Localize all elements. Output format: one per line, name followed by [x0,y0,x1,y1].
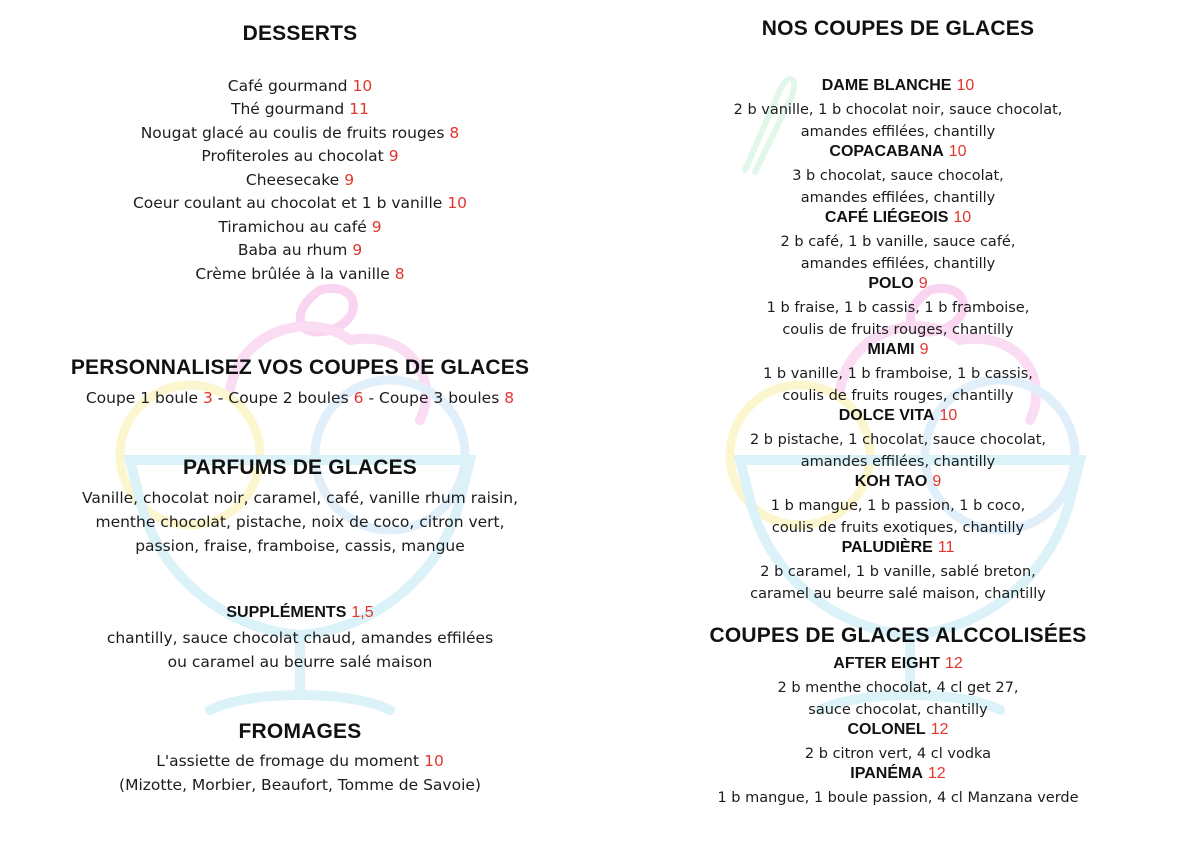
coupes-heading: NOS COUPES DE GLACES [761,17,1035,40]
coupe-title: KOH TAO 9 [854,473,942,490]
coupe-alcool-title: COLONEL 12 [847,721,949,738]
coupe-title: DAME BLANCHE 10 [821,77,975,94]
supplements-heading: SUPPLÉMENTS 1,5 [226,604,374,621]
desserts-heading: DESSERTS [242,22,358,45]
coupe-title: DOLCE VITA 10 [838,407,958,424]
coupe-title: PALUDIÈRE 11 [841,539,955,556]
fromage-detail: (Mizotte, Morbier, Beaufort, Tomme de Savoie) [119,776,481,794]
fromages-heading: FROMAGES [238,720,362,743]
dessert-item: Profiteroles au chocolat 9 [201,147,399,165]
dessert-item: Coeur coulant au chocolat et 1 b vanille 10 [132,194,468,212]
dessert-item: Café gourmand 10 [227,77,373,95]
coupe-title: MIAMI 9 [867,341,929,358]
fromage-item: L'assiette de fromage du moment 10 [156,752,444,770]
dessert-item: Baba au rhum 9 [237,241,363,259]
personnalisez-heading: PERSONNALISEZ VOS COUPES DE GLACES [70,356,530,379]
parfums-line: menthe chocolat, pistache, noix de coco, citron vert, [95,513,505,531]
coupe-title: COPACABANA 10 [829,143,967,160]
dessert-item: Tiramichou au café 9 [218,218,382,236]
coupe-description: 2 b pistache, 1 chocolat, sauce chocolat, amandes effilées, chantilly [749,432,1047,470]
parfums-line: passion, fraise, framboise, cassis, mangue [135,537,465,555]
coupe-description: 1 b fraise, 1 b cassis, 1 b framboise, coulis de fruits rouges, chantilly [766,300,1030,338]
coupe-alcool-title: IPANÉMA 12 [850,765,946,782]
parfums-heading: PARFUMS DE GLACES [182,456,418,479]
coupe-sizes-line: Coupe 1 boule 3 - Coupe 2 boules 6 - Coupe 3 boules 8 [85,389,515,407]
coupe-alcool-description: 2 b menthe chocolat, 4 cl get 27, sauce chocolat, chantilly [777,680,1019,718]
dessert-item: Cheesecake 9 [245,171,355,189]
coupe-alcool-description: 2 b citron vert, 4 cl vodka [804,746,992,762]
coupe-title: CAFÉ LIÉGEOIS 10 [824,209,972,226]
coupe-description: 2 b café, 1 b vanille, sauce café, amandes effilées, chantilly [780,234,1016,272]
coupe-description: 2 b caramel, 1 b vanille, sablé breton, caramel au beurre salé maison, chantilly [750,564,1046,602]
dessert-item: Crème brûlée à la vanille 8 [195,265,405,283]
supplements-line: chantilly, sauce chocolat chaud, amandes effilées [106,629,494,647]
dessert-item: Thé gourmand 11 [231,100,369,118]
parfums-line: Vanille, chocolat noir, caramel, café, vanille rhum raisin, [81,489,519,507]
coupe-alcool-description: 1 b mangue, 1 boule passion, 4 cl Manzana verde [717,790,1079,806]
coupe-title: POLO 9 [868,275,928,292]
coupe-description: 1 b vanille, 1 b framboise, 1 b cassis, coulis de fruits rouges, chantilly [763,366,1033,404]
coupe-description: 1 b mangue, 1 b passion, 1 b coco, coulis de fruits exotiques, chantilly [770,498,1026,536]
coupe-description: 3 b chocolat, sauce chocolat, amandes effilées, chantilly [792,168,1004,206]
supplements-line: ou caramel au beurre salé maison [167,653,433,671]
coupe-alcool-title: AFTER EIGHT 12 [833,655,963,672]
dessert-item: Nougat glacé au coulis de fruits rouges 8 [140,124,460,142]
alcool-heading: COUPES DE GLACES ALCCOLISÉES [709,624,1087,647]
coupe-description: 2 b vanille, 1 b chocolat noir, sauce chocolat, amandes effilées, chantilly [733,102,1063,140]
